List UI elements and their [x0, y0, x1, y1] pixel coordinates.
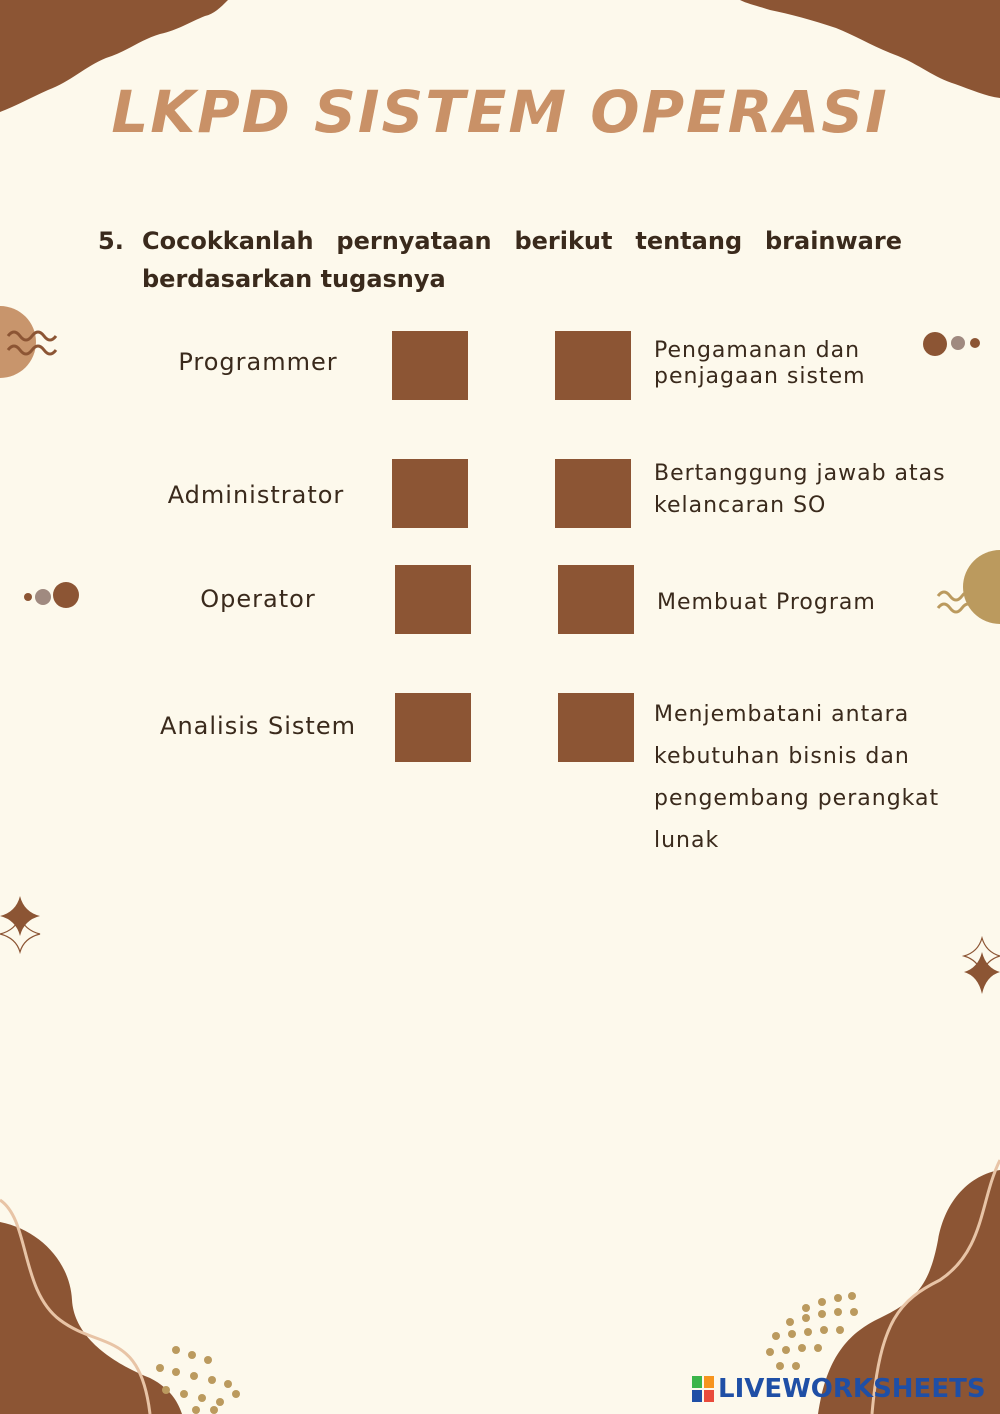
dot-mid-right	[951, 336, 965, 350]
right-description-1	[654, 338, 866, 390]
match-box-left-4[interactable]	[395, 693, 471, 762]
right-gold-circle	[963, 550, 1000, 624]
match-box-left-1[interactable]	[392, 331, 468, 400]
liveworksheets-logo	[692, 1372, 986, 1406]
left-label-administrator: Administrator	[167, 481, 345, 509]
right-description-4-line-3: pengembang perangkat	[654, 786, 940, 811]
match-box-right-4[interactable]	[558, 693, 634, 762]
dot-mid-left	[35, 589, 51, 605]
right-description-4	[654, 694, 939, 862]
dot-large-left	[53, 582, 79, 608]
question-number: 5.	[98, 227, 124, 255]
right-description-4-line-2: kebutuhan bisnis dan	[654, 744, 910, 769]
question-text: Cocokkanlah pernyataan berikut tentang brainware berdasarkan tugasnya	[142, 227, 902, 293]
match-box-right-3[interactable]	[558, 565, 634, 634]
left-label-operator: Operator	[200, 585, 316, 613]
liveworksheets-logo-icon	[692, 1376, 714, 1402]
right-description-2-line-2: kelancaran SO	[654, 493, 827, 518]
left-label-programmer: Programmer	[178, 348, 338, 376]
right-description-4-line-1: Menjembatani antara	[654, 702, 910, 727]
right-description-3	[657, 588, 876, 618]
match-box-left-2[interactable]	[392, 459, 468, 528]
dot-small-right	[970, 338, 980, 348]
liveworksheets-logo-text: LIVEWORKSHEETS	[718, 1374, 986, 1404]
left-label-analisis-sistem: Analisis Sistem	[160, 712, 356, 740]
dot-small-left	[24, 593, 32, 601]
dot-large-right	[923, 332, 947, 356]
right-description-4-line-4: lunak	[654, 828, 720, 853]
match-box-right-1[interactable]	[555, 331, 631, 400]
match-box-right-2[interactable]	[555, 459, 631, 528]
sparkle-left	[0, 896, 40, 952]
bottom-left-blob	[0, 1222, 182, 1414]
match-box-left-3[interactable]	[395, 565, 471, 634]
sparkle-right	[964, 938, 1000, 994]
page-title: LKPD SISTEM OPERASI	[111, 78, 889, 146]
right-description-3-line-1: Membuat Program	[657, 590, 876, 615]
right-description-2	[654, 458, 946, 522]
right-description-2-line-1: Bertanggung jawab atas	[654, 461, 946, 486]
right-description-1-line-2: penjagaan sistem	[654, 364, 866, 389]
left-half-circle	[0, 306, 36, 378]
right-description-1-line-1: Pengamanan dan	[654, 338, 861, 363]
